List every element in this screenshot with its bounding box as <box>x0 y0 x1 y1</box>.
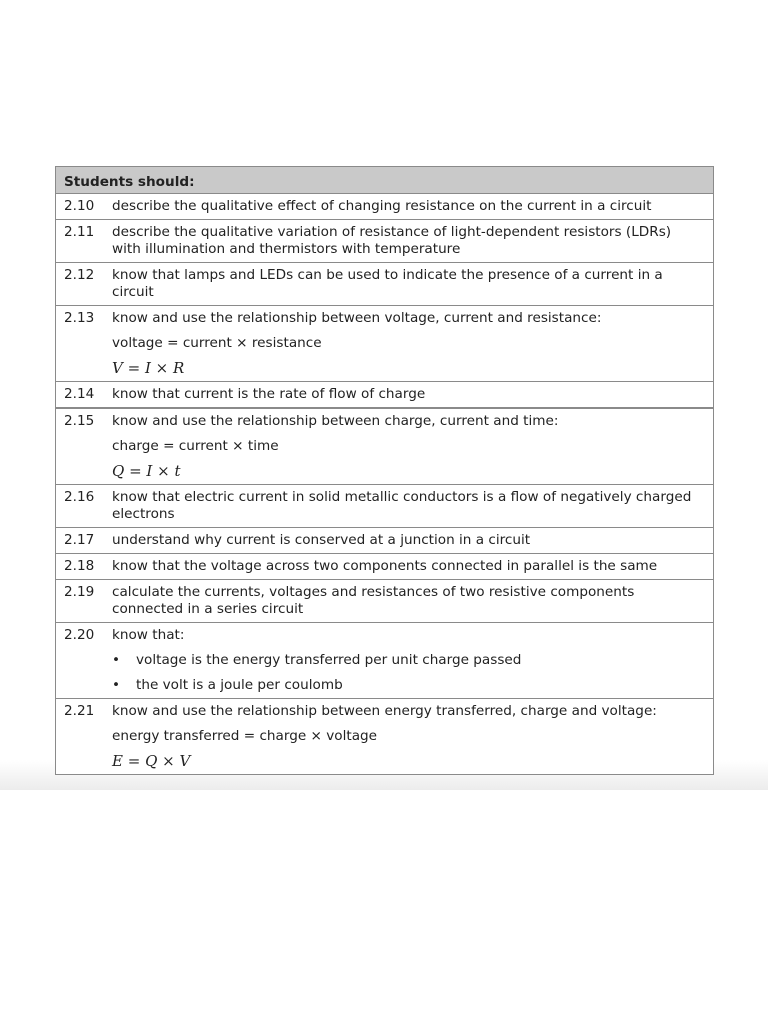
spec-table <box>55 166 714 775</box>
word-equation: voltage = current × resistance <box>112 335 322 351</box>
row-content <box>112 703 713 770</box>
table-row <box>56 580 713 623</box>
row-text: know that electric current in solid metallic conductors is a flow of negatively charged electrons <box>112 489 692 522</box>
row-text: know and use the relationship between charge, current and time: <box>112 413 559 429</box>
row-number: 2.14 <box>64 386 95 402</box>
row-text: know that: <box>112 627 185 643</box>
table-row <box>56 528 713 554</box>
row-number: 2.12 <box>64 267 95 283</box>
word-equation: charge = current × time <box>112 438 279 454</box>
symbol-equation: V = I × R <box>112 359 185 377</box>
symbol-equation: E = Q × V <box>112 752 191 770</box>
table-row <box>56 194 713 220</box>
row-text: calculate the currents, voltages and resistances of two resistive components connected in a series circuit <box>112 584 635 617</box>
row-content <box>112 413 713 480</box>
bullet-item <box>112 677 703 694</box>
bullet-icon: • <box>112 652 121 668</box>
bullet-text: the volt is a joule per coulomb <box>136 677 343 693</box>
table-row <box>56 699 713 774</box>
row-text: know that current is the rate of flow of charge <box>112 386 426 402</box>
row-number: 2.17 <box>64 532 95 548</box>
table-row <box>56 382 713 409</box>
word-equation: energy transferred = charge × voltage <box>112 728 378 744</box>
bullet-icon: • <box>112 677 121 693</box>
row-number: 2.19 <box>64 584 95 600</box>
row-number: 2.15 <box>64 413 95 429</box>
row-number: 2.10 <box>64 198 95 214</box>
row-text: know that lamps and LEDs can be used to indicate the presence of a current in a circuit <box>112 267 663 300</box>
row-text: know and use the relationship between energy transferred, charge and voltage: <box>112 703 657 719</box>
table-row <box>56 623 713 699</box>
table-row <box>56 409 713 485</box>
row-text: know and use the relationship between voltage, current and resistance: <box>112 310 602 326</box>
row-text: describe the qualitative variation of resistance of light-dependent resistors (LDRs) with illumination and thermistors with temperature <box>112 224 672 257</box>
table-row <box>56 263 713 306</box>
bullet-item <box>112 652 703 669</box>
row-text: describe the qualitative effect of changing resistance on the current in a circuit <box>112 198 652 214</box>
row-number: 2.13 <box>64 310 95 326</box>
row-number: 2.20 <box>64 627 95 643</box>
row-text: know that the voltage across two components connected in parallel is the same <box>112 558 658 574</box>
row-number: 2.21 <box>64 703 95 719</box>
table-row <box>56 485 713 528</box>
row-number: 2.18 <box>64 558 95 574</box>
table-row <box>56 554 713 580</box>
row-content <box>112 310 713 377</box>
table-row <box>56 306 713 382</box>
row-number: 2.11 <box>64 224 95 240</box>
table-row <box>56 220 713 263</box>
row-text: understand why current is conserved at a junction in a circuit <box>112 532 531 548</box>
symbol-equation: Q = I × t <box>112 462 181 480</box>
row-content <box>112 627 713 694</box>
table-header: Students should: <box>56 167 713 194</box>
row-number: 2.16 <box>64 489 95 505</box>
bullet-text: voltage is the energy transferred per unit charge passed <box>136 652 522 668</box>
